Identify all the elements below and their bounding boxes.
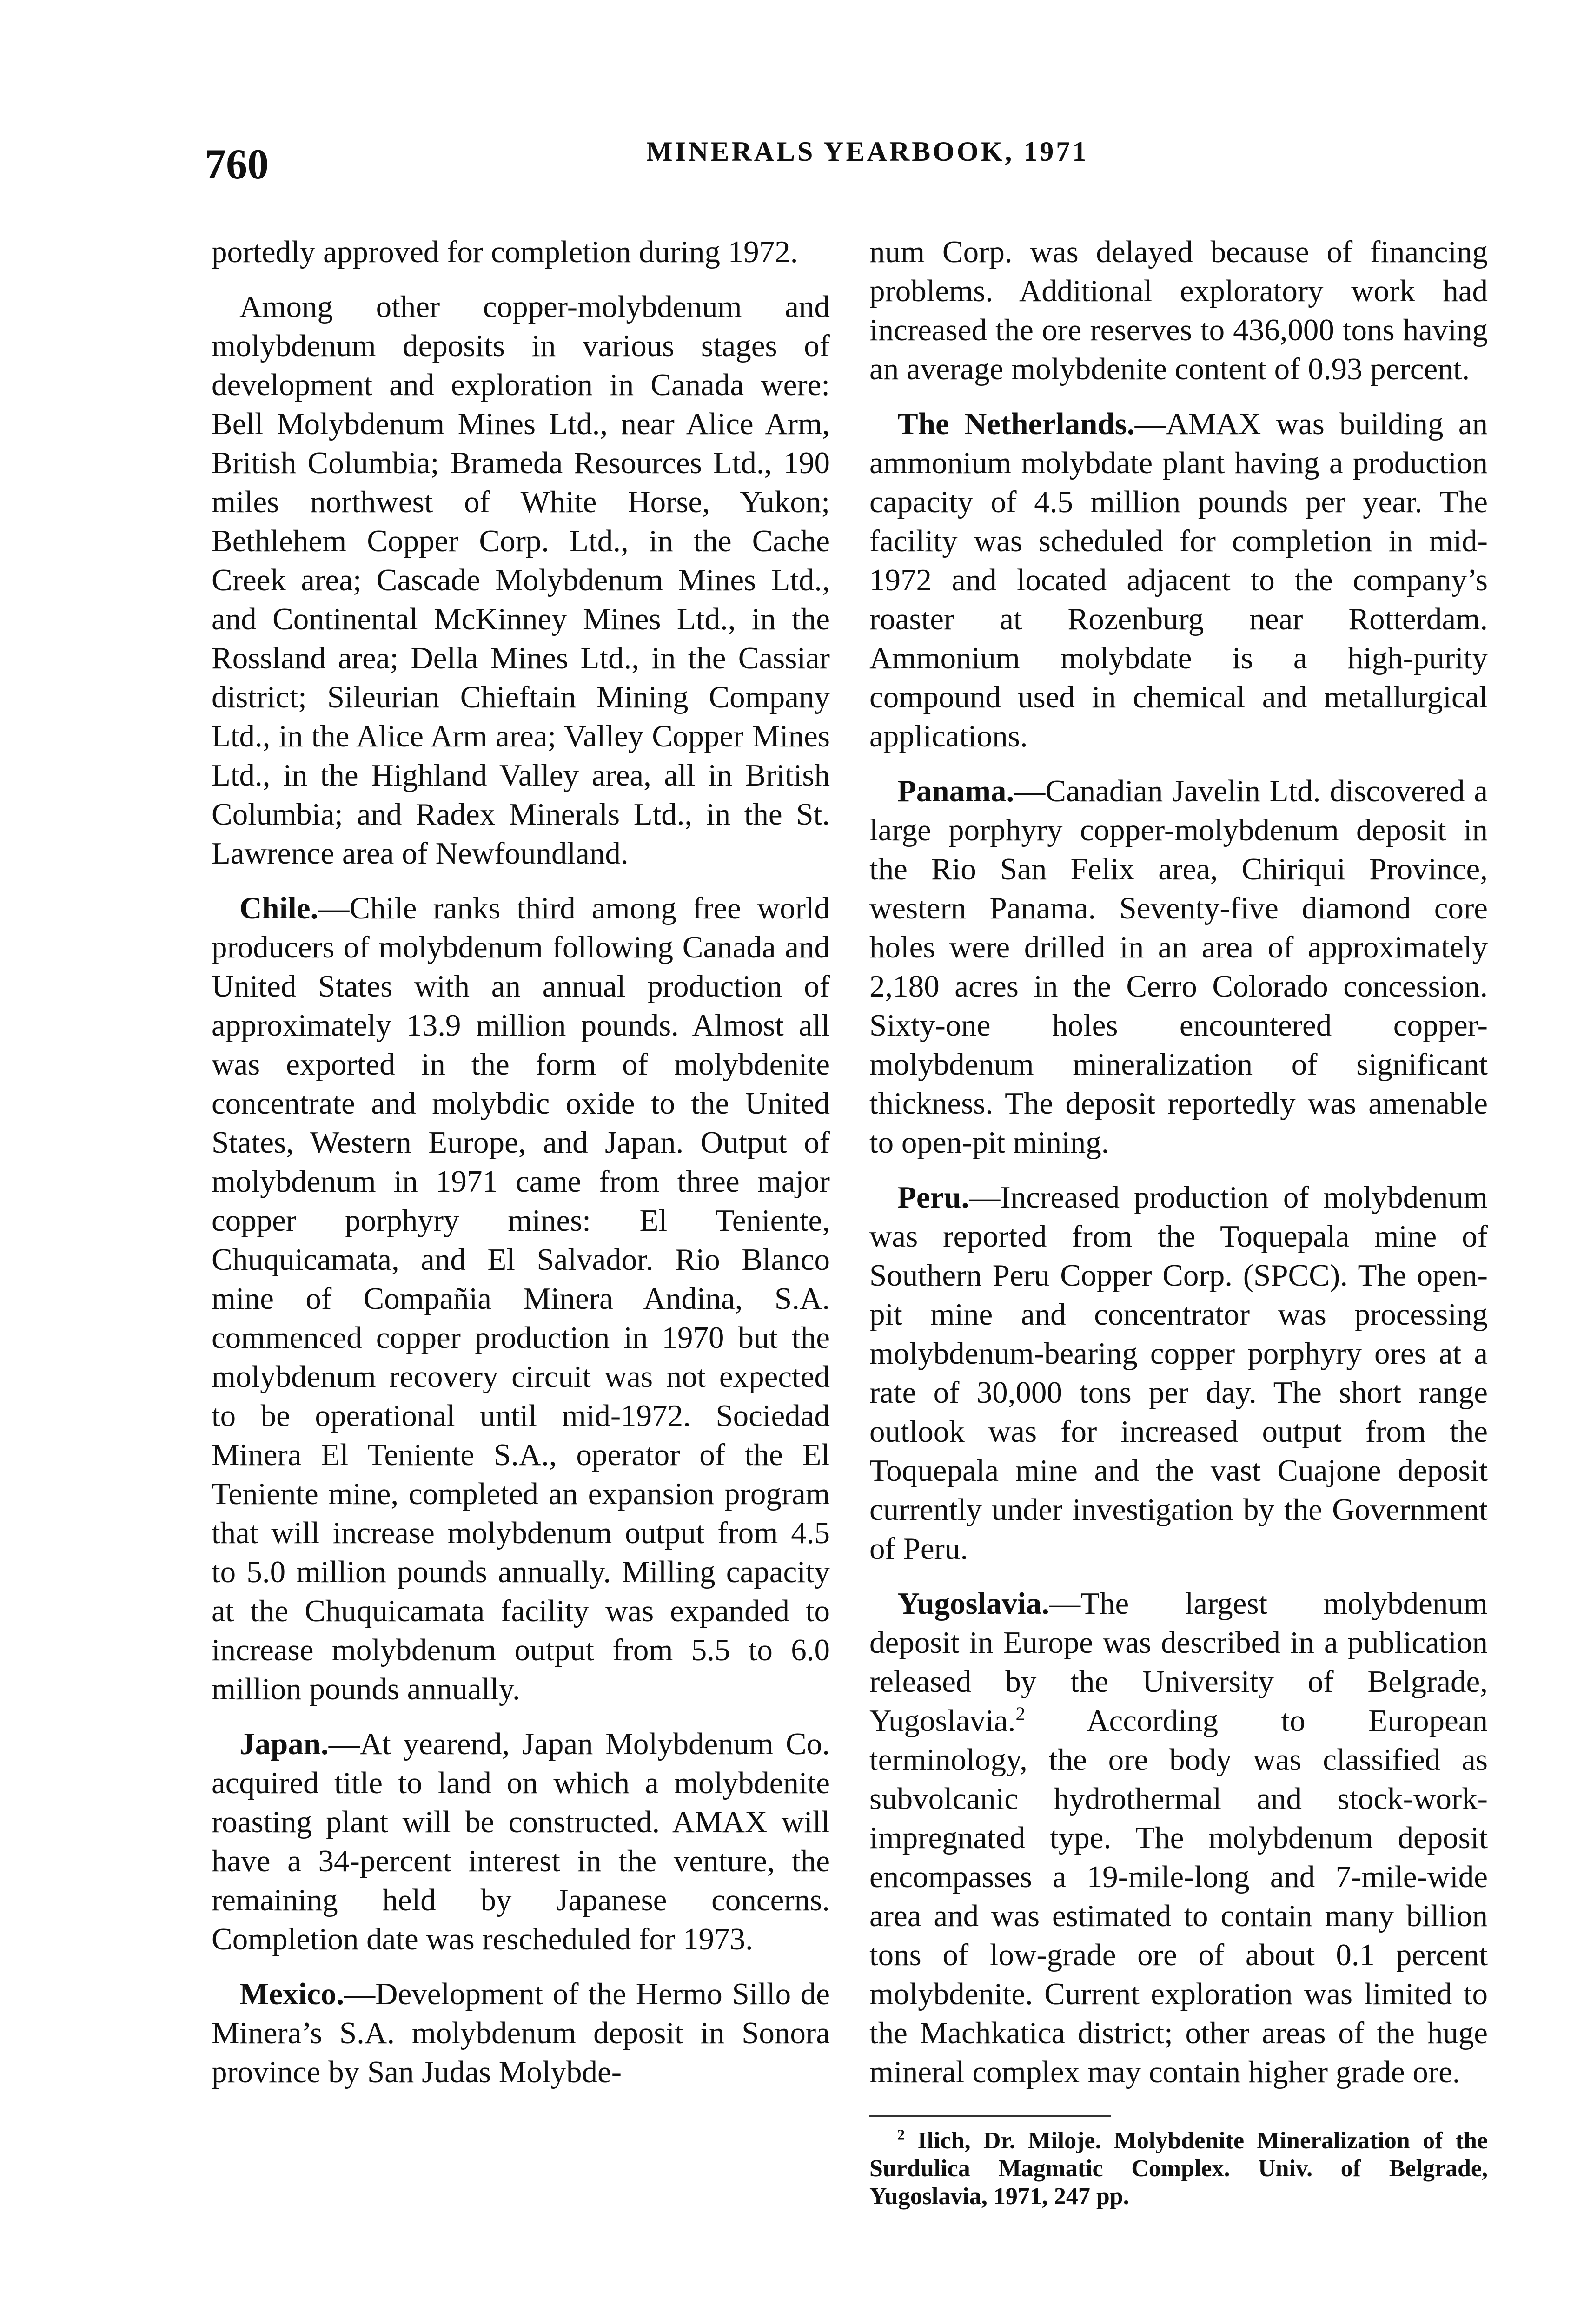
paragraph-peru — [869, 1178, 1488, 1568]
page-number: 760 — [205, 140, 269, 188]
paragraph-canada: Among other copper-molybdenum and molybdenum deposits in various stages of development and exploration in Canada were: Bell Molybdenum Mines Ltd., near Alice Arm, British Columbia; Brameda Resources Ltd., 190 miles northwest of White Horse, Yukon; Bethlehem Copper Corp. Ltd., in the Cache Creek area; Cascade Molybdenum Mines Ltd., and Continental McKinney Mines Ltd., in the Rossland area; Della Mines Ltd., in the Cassiar district; Sileurian Chieftain Mining Company Ltd., in the Alice Arm area; Valley Copper Mines Ltd., in the Highland Valley area, all in British Columbia; and Radex Minerals Ltd., in the St. Lawrence area of Newfoundland. — [212, 290, 830, 871]
footnote — [869, 2127, 1488, 2211]
paragraph-continued: portedly approved for completion during 1972. — [212, 235, 798, 269]
country-heading-chile: Chile. — [239, 891, 318, 925]
yugoslavia-text-b: According to European terminology, the ore body was classified as subvolcanic hydrothermal and stock-work-impregnated type. The molybdenum deposit encompasses a 19-mile-long and 7-mile-wide area and was estimated to contain many billion tons of low-grade ore of about 0.1 percent molybdenite. Current exploration was limited to the Machkatica district; other areas of the huge mineral complex may contain higher grade ore. — [869, 1703, 1488, 2089]
footnote-text: Ilich, Dr. Miloje. Molybdenite Mineralization of the Surdulica Magmatic Complex. Univ. of Belgrade, Yugoslavia, 1971, 247 pp. — [869, 2127, 1488, 2210]
footnote-mark: 2 — [897, 2126, 905, 2143]
japan-text: —At yearend, Japan Molybdenum Co. acquired title to land on which a molybdenite roasting plant will be constructed. AMAX will have a 34-percent interest in the venture, the remaining held by Japanese concerns. Completion date was rescheduled for 1973. — [212, 1727, 830, 1956]
paragraph-panama — [869, 772, 1488, 1162]
paragraph-continued-right: num Corp. was delayed because of financing problems. Additional exploratory work had increased the ore reserves to 436,000 tons having an average molybdenite content of 0.93 percent. — [869, 235, 1488, 386]
paragraph-chile — [212, 889, 830, 1709]
country-heading-japan: Japan. — [239, 1727, 329, 1761]
footnote-reference: 2 — [1015, 1703, 1026, 1724]
chile-text: —Chile ranks third among free world producers of molybdenum following Canada and United States with an annual production of approximately 13.9 million pounds. Almost all was exported in the form of molybdenite concentrate and molybdic oxide to the United States, Western Europe, and Japan. Output of molybdenum in 1971 came from three major copper porphyry mines: El Teniente, Chuquicamata, and El Salvador. Rio Blanco mine of Compañia Minera Andina, S.A. commenced copper production in 1970 but the molybdenum recovery circuit was not expected to be operational until mid-1972. Sociedad Minera El Teniente S.A., operator of the El Teniente mine, completed an expansion program that will increase molybdenum output from 4.5 to 5.0 million pounds annually. Milling capacity at the Chuquicamata facility was expanded to increase molybdenum output from 5.5 to 6.0 million pounds annually. — [212, 891, 830, 1706]
country-heading-peru: Peru. — [897, 1180, 969, 1215]
paragraph-yugoslavia — [869, 1584, 1488, 2092]
left-column — [212, 232, 830, 2107]
country-heading-mexico: Mexico. — [239, 1977, 345, 2011]
mexico-text: —Development of the Hermo Sillo de Minera’s S.A. molybdenum deposit in Sonora province by San Judas Molybde- — [212, 1977, 830, 2089]
country-heading-netherlands: The Netherlands. — [897, 407, 1135, 441]
footnote-divider — [869, 2115, 1111, 2117]
right-column — [869, 232, 1488, 2226]
yugoslavia-text-a: —The largest molybdenum deposit in Europe was described in a publication released by the University of Belgrade, Yugoslavia. — [869, 1586, 1488, 1738]
netherlands-text: —AMAX was building an ammonium molybdate plant having a production capacity of 4.5 million pounds per year. The facility was scheduled for completion in mid-1972 and located adjacent to the company’s roaster at Rozenburg near Rotterdam. Ammonium molybdate is a high-purity compound used in chemical and metallurgical applications. — [869, 407, 1488, 753]
country-heading-panama: Panama. — [897, 774, 1014, 808]
paragraph-netherlands — [869, 404, 1488, 756]
paragraph-japan — [212, 1724, 830, 1959]
paragraph-mexico — [212, 1974, 830, 2092]
running-head: MINERALS YEARBOOK, 1971 — [646, 136, 1089, 167]
panama-text: —Canadian Javelin Ltd. discovered a large porphyry copper-molybdenum deposit in the Rio San Felix area, Chiriqui Province, western Panama. Seventy-five diamond core holes were drilled in an area of approximately 2,180 acres in the Cerro Colorado concession. Sixty-one holes encountered copper-molybdenum mineralization of significant thickness. The deposit reportedly was amenable to open-pit mining. — [869, 774, 1488, 1160]
country-heading-yugoslavia: Yugoslavia. — [897, 1586, 1050, 1621]
peru-text: —Increased production of molybdenum was reported from the Toquepala mine of Southern Peru Copper Corp. (SPCC). The open-pit mine and concentrator was processing molybdenum-bearing copper porphyry ores at a rate of 30,000 tons per day. The short range outlook was for increased output from the Toquepala mine and the vast Cuajone deposit currently under investigation by the Government of Peru. — [869, 1180, 1488, 1566]
